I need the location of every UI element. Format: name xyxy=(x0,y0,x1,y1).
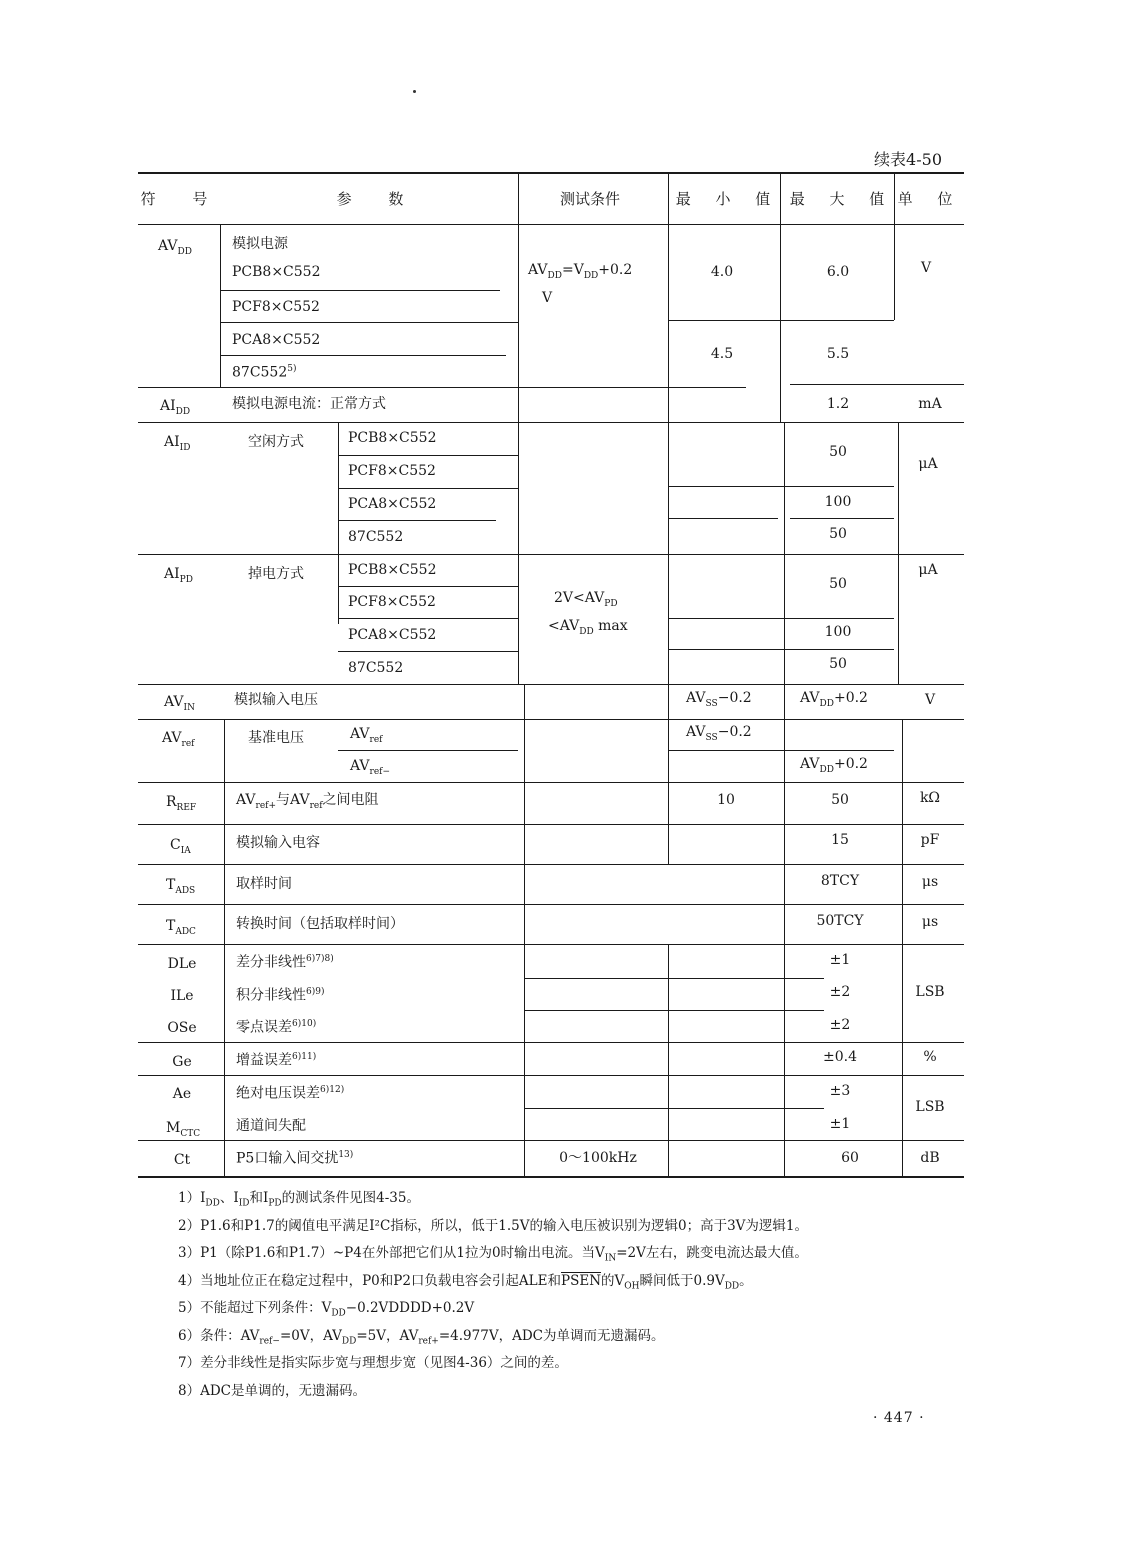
footnote: 8）ADC是单调的，无遗漏码。 xyxy=(178,1382,366,1399)
device-pca8: PCA8×C552 xyxy=(232,332,321,348)
symbol-avdd: $AV_{DD}$ xyxy=(158,238,192,257)
avref-minus: $AV_{ref-}$ xyxy=(350,758,391,777)
header-min: 最 小 值 xyxy=(675,190,781,208)
unit-lsb-1: LSB xyxy=(915,984,945,1000)
cond-avdd: $AV_{DD}=V_{DD}+0.2$ xyxy=(528,262,633,281)
symbol-rref: $R_{REF}$ xyxy=(166,794,197,813)
param-offset-error: 零点误差$^{6)10)}$ xyxy=(236,1019,317,1036)
footnote: 4）当地址位正在稳定过程中，P0和P2口负载电容会引起ALE和PSEN的$V_{OH}$瞬间低于$0.9V_{DD}$。 xyxy=(178,1272,753,1292)
param-analog-input-capacitance: 模拟输入电容 xyxy=(236,835,320,851)
max-avdd-2: 5.5 xyxy=(826,346,850,362)
min-avdd-1: 4.0 xyxy=(710,264,734,280)
unit-ge: % xyxy=(923,1049,937,1065)
unit-aidd: mA xyxy=(918,396,942,412)
max-ose: ±2 xyxy=(829,1017,851,1033)
param-absolute-voltage-error: 绝对电压误差$^{6)12)}$ xyxy=(236,1085,345,1102)
param-ref-resistance: $AV_{ref+}$与$AV_{ref}$之间电阻 xyxy=(236,792,379,811)
min-avdd-2: 4.5 xyxy=(710,346,734,362)
header-parameter: 参 数 xyxy=(336,190,420,208)
symbol-ae: Ae xyxy=(172,1086,192,1102)
device-87c552: 87C552$^{5)}$ xyxy=(232,364,297,381)
param-channel-mismatch: 通道间失配 xyxy=(236,1118,306,1134)
footnote: 2）P1.6和P1.7的阈值电平满足I²C指标，所以，低于1.5V的输入电压被识别为逻辑0；高于3V为逻辑1。 xyxy=(178,1217,809,1234)
max-ile: ±2 xyxy=(829,984,851,1000)
idle-device-pca8: PCA8×C552 xyxy=(348,496,437,512)
footnote: 7）差分非线性是指实际步宽与理想步宽（见图4-36）之间的差。 xyxy=(178,1355,568,1371)
pd-device-pcf8: PCF8×C552 xyxy=(348,594,436,610)
unit-lsb-2: LSB xyxy=(915,1099,945,1115)
max-dle: ±1 xyxy=(829,952,851,968)
spec-table xyxy=(138,172,964,1178)
max-aiid-2: 100 xyxy=(824,494,852,510)
symbol-aidd: $AI_{DD}$ xyxy=(160,398,191,417)
footnote: $1)I_{DD}$、$I_{ID}$和$I_{PD}$的测试条件见图4-35。 xyxy=(178,1190,420,1209)
symbol-tadc: $T_{ADC}$ xyxy=(166,918,196,937)
page-number: · 447 · xyxy=(873,1410,925,1426)
idle-device-87c552: 87C552 xyxy=(348,529,404,545)
cond-aipd-line1: $2V<AV_{PD}$ xyxy=(554,590,618,609)
param-differential-nonlinearity: 差分非线性$^{6)7)8)}$ xyxy=(236,954,334,971)
param-analog-input-voltage: 模拟输入电压 xyxy=(234,692,318,708)
symbol-cia: $C_{IA}$ xyxy=(170,837,191,856)
param-crosstalk: P5口输入间交扰$^{13)}$ xyxy=(236,1150,354,1167)
pd-device-pca8: PCA8×C552 xyxy=(348,627,437,643)
max-avdd-1: 6.0 xyxy=(826,264,850,280)
symbol-dle: DLe xyxy=(167,956,197,972)
max-avin: $AV_{DD}+0.2$ xyxy=(800,690,868,709)
symbol-ct: Ct xyxy=(173,1152,191,1168)
max-mctc: ±1 xyxy=(829,1116,851,1132)
param-analog-supply-current: 模拟电源电流：正常方式 xyxy=(232,396,386,412)
mode-idle: 空闲方式 xyxy=(248,434,304,450)
header-test-condition: 测试条件 xyxy=(559,190,621,208)
max-ae: ±3 xyxy=(829,1083,851,1099)
device-pcb8: PCB8×C552 xyxy=(232,264,321,280)
symbol-mctc: $M_{CTC}$ xyxy=(166,1120,201,1139)
unit-tadc: μs xyxy=(921,914,939,930)
max-aipd-3: 50 xyxy=(829,656,847,672)
symbol-avref: $AV_{ref}$ xyxy=(162,730,195,749)
pd-device-pcb8: PCB8×C552 xyxy=(348,562,437,578)
param-conversion-time: 转换时间（包括取样时间） xyxy=(236,916,404,932)
max-ge: ±0.4 xyxy=(823,1049,857,1065)
cond-aipd-line2: $<AV_{DD}$ max xyxy=(548,618,628,637)
min-avin: $AV_{SS}-0.2$ xyxy=(686,690,752,709)
symbol-ose: OSe xyxy=(167,1020,197,1036)
header-unit: 单 位 xyxy=(897,190,963,208)
unit-tads: μs xyxy=(921,874,939,890)
scan-dot xyxy=(413,90,416,93)
mode-power-down: 掉电方式 xyxy=(248,566,304,582)
unit-avin: V xyxy=(924,692,936,708)
param-gain-error: 增益误差$^{6)11)}$ xyxy=(236,1052,317,1069)
max-aipd-1: 50 xyxy=(829,576,847,592)
param-reference-voltage: 基准电压 xyxy=(248,730,304,746)
pd-device-87c552: 87C552 xyxy=(348,660,404,676)
unit-ct: dB xyxy=(920,1150,940,1166)
table-caption: 续表4-50 xyxy=(874,150,942,169)
footnotes xyxy=(178,1186,978,1406)
param-analog-supply: 模拟电源 xyxy=(232,236,288,252)
symbol-tads: $T_{ADS}$ xyxy=(166,877,196,896)
max-aiid-3: 50 xyxy=(829,526,847,542)
max-aiid-1: 50 xyxy=(829,444,847,460)
max-tadc: 50TCY xyxy=(816,913,864,929)
unit-cia: pF xyxy=(920,832,940,848)
cond-ct: 0～100kHz xyxy=(559,1150,637,1166)
min-rref: 10 xyxy=(717,792,735,808)
header-symbol: 符 号 xyxy=(140,190,224,208)
symbol-ile: ILe xyxy=(170,988,194,1004)
device-pcf8: PCF8×C552 xyxy=(232,299,320,315)
footnote: 6）条件：$AV_{ref-}=0V$，$AV_{DD}=5V$，$AV_{ref+}=4.977V$，ADC为单调而无遗漏码。 xyxy=(178,1327,665,1347)
symbol-aipd: $AI_{PD}$ xyxy=(164,566,193,585)
footnote: 5）不能超过下列条件：$V_{DD}-0.2VDDDD+0.2V$ xyxy=(178,1300,475,1319)
idle-device-pcf8: PCF8×C552 xyxy=(348,463,436,479)
symbol-ge: Ge xyxy=(172,1054,192,1070)
min-avref: $AV_{SS}-0.2$ xyxy=(686,724,752,743)
max-cia: 15 xyxy=(831,832,849,848)
max-ct: 60 xyxy=(841,1150,859,1166)
max-avref: $AV_{DD}+0.2$ xyxy=(800,756,868,775)
param-integral-nonlinearity: 积分非线性$^{6)9)}$ xyxy=(236,987,325,1004)
unit-avdd: V xyxy=(920,260,932,276)
footnote: 3）P1（除P1.6和P1.7）~P4在外部把它们从1拉为0时输出电流。当$V_{IN}=2V$左右，跳变电流达最大值。 xyxy=(178,1245,808,1264)
unit-rref: kΩ xyxy=(919,790,941,806)
param-sampling-time: 取样时间 xyxy=(236,876,292,892)
symbol-aiid: $AI_{ID}$ xyxy=(164,434,191,453)
avref-plus: $AV_{ref}$ xyxy=(350,726,383,745)
unit-aiid: μA xyxy=(918,456,938,472)
cond-avdd-unit: V xyxy=(542,290,553,306)
header-max: 最 大 值 xyxy=(789,190,895,208)
unit-aipd: μA xyxy=(918,562,938,578)
idle-device-pcb8: PCB8×C552 xyxy=(348,430,437,446)
max-tads: 8TCY xyxy=(820,873,860,889)
max-aipd-2: 100 xyxy=(824,624,852,640)
max-aidd: 1.2 xyxy=(826,396,850,412)
symbol-avin: $AV_{IN}$ xyxy=(164,694,195,713)
max-rref: 50 xyxy=(831,792,849,808)
